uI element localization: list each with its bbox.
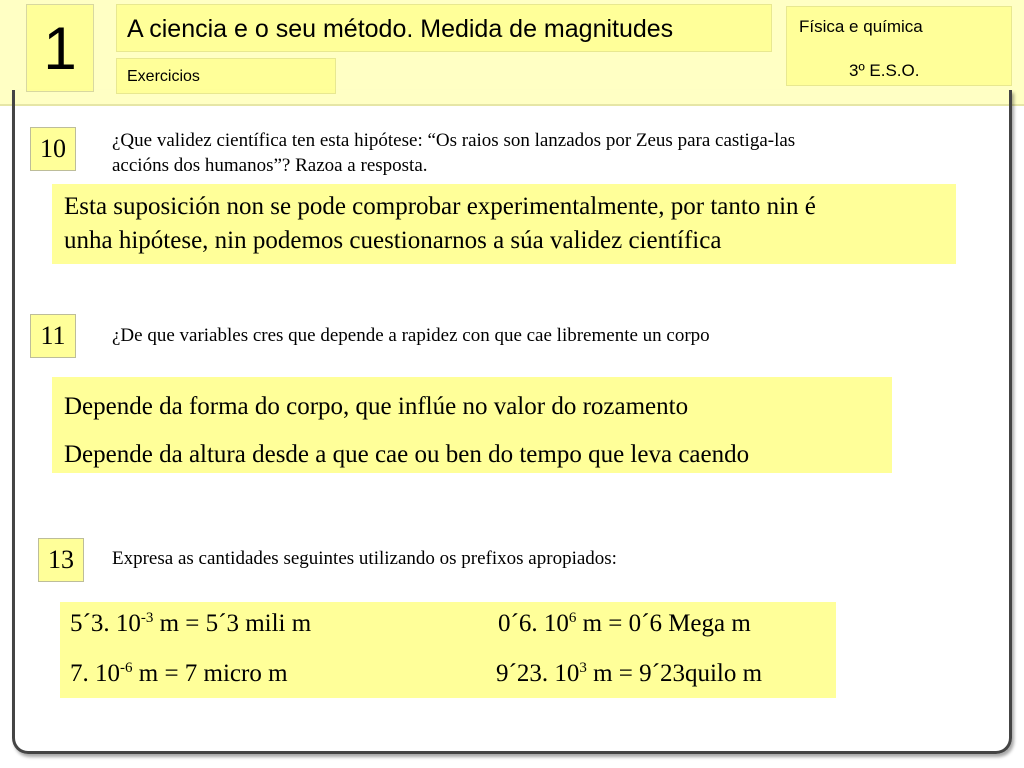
answer-13: [60, 602, 836, 698]
conversion-3-result: m = 7 micro m: [132, 660, 288, 687]
question-13-text: Expresa as cantidades seguintes utilizando os prefixos apropiados:: [112, 548, 617, 569]
question-10-text: [112, 128, 992, 178]
answer-11-line-1: Depende da forma do corpo, que inflúe no valor do rozamento: [64, 393, 689, 420]
conversion-1-result: m = 5´3 mili m: [153, 610, 312, 637]
conversion-2-exponent: 6: [568, 610, 577, 626]
conversion-3-exponent: -6: [120, 660, 133, 676]
question-10-line-2: accións dos humanos”? Razoa a resposta.: [112, 155, 428, 176]
answer-11-line-2: Depende da altura desde a que cae ou ben do tempo que leva caendo: [64, 441, 750, 468]
conversion-1: [70, 610, 311, 638]
question-10-line-1: ¿Que validez científica ten esta hipótese: “Os raios son lanzados por Zeus para castiga-las: [112, 130, 796, 151]
conversion-3: [70, 660, 288, 688]
question-10-number: 10: [30, 127, 76, 171]
question-13-number: 13: [38, 538, 84, 582]
conversion-2-result: m = 0´6 Mega m: [576, 610, 751, 637]
conversion-1-exponent: -3: [140, 610, 154, 626]
conversion-4-exponent: 3: [579, 660, 587, 676]
question-11-number: 11: [30, 314, 76, 358]
subject-box: [786, 6, 1012, 86]
subject-label: Física e química: [799, 17, 923, 36]
answer-10-line-1: Esta suposición non se pode comprobar experimentalmente, por tanto nin é: [64, 193, 816, 220]
answer-11: [52, 377, 892, 473]
chapter-number: 1: [26, 4, 94, 92]
conversion-2: [498, 610, 751, 638]
conversion-4-result: m = 9´23quilo m: [586, 660, 763, 687]
conversion-2-base: 0´6. 10: [498, 610, 569, 637]
conversion-3-base: 7. 10: [70, 660, 120, 687]
level-label: 3º E.S.O.: [849, 61, 920, 80]
page-subtitle: Exercicios: [116, 58, 336, 94]
answer-10: [52, 184, 956, 264]
conversion-4-base: 9´23. 10: [496, 660, 580, 687]
question-11-text: ¿De que variables cres que depende a rapidez con que cae libremente un corpo: [112, 325, 710, 346]
conversion-1-base: 5´3. 10: [70, 610, 141, 637]
page-title: A ciencia e o seu método. Medida de magnitudes: [116, 4, 772, 52]
answer-10-line-2: unha hipótese, nin podemos cuestionarnos a súa validez científica: [64, 227, 722, 254]
conversion-4: [496, 660, 762, 688]
